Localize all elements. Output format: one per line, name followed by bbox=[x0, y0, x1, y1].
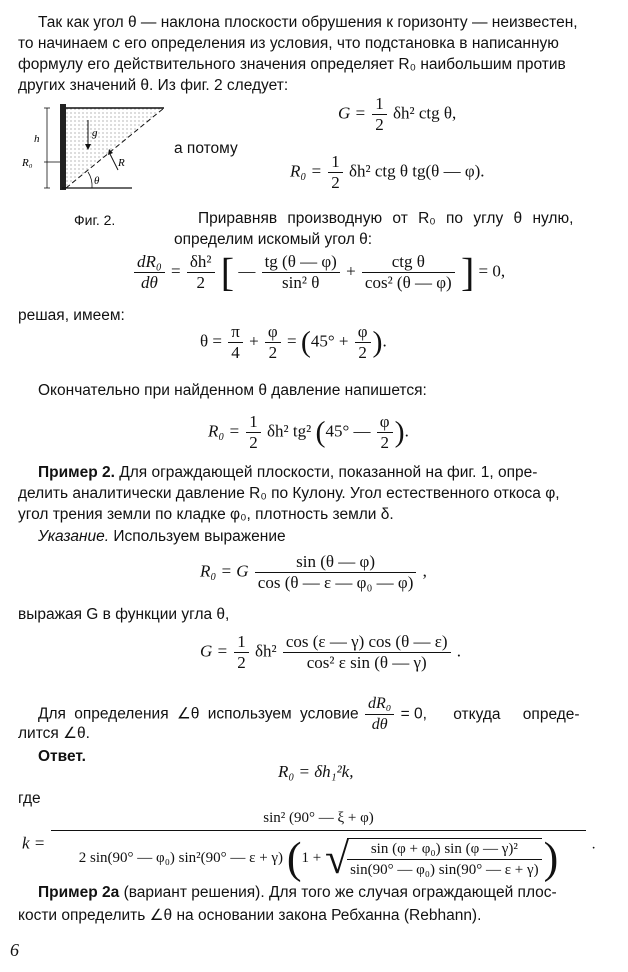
page-number: 6 bbox=[10, 940, 19, 960]
derivative-line-1: Приравняв производную от R₀ по углу θ нулю, bbox=[198, 210, 574, 227]
equation-r0-c: R₀ = G $\frac{\sin (\theta — \varphi)}{\text{cos (θ — ε — φ₀ — φ)}}$ , bbox=[200, 552, 427, 592]
answer-equation: R₀ = δh₁²k, bbox=[278, 762, 354, 781]
answer-label: Ответ. bbox=[38, 748, 86, 765]
equation-r0-b: R₀ = $\frac{1}{2}$ δh² tg² (45° — $\frac{\varphi}{2}$ ). bbox=[208, 412, 409, 452]
equation-g-b: G = $\frac{1}{2}$ δh² $\frac{\cos (\varepsilon — \gamma) \cos (\theta — \varepsilon)}{\text{cos² ε sin (θ — γ)}}$ . bbox=[200, 632, 462, 672]
example2a-title: Пример 2а bbox=[38, 884, 120, 901]
condition-line-2: лится ∠θ. bbox=[18, 725, 90, 742]
figure-caption: Фиг. 2. bbox=[74, 212, 116, 228]
example2-line-3: угол трения земли по кладке φ₀, плотность земли δ. bbox=[18, 506, 394, 523]
solving-text: решая, имеем: bbox=[18, 307, 125, 324]
equation-g bbox=[338, 94, 456, 135]
example2-title: Пример 2. bbox=[38, 464, 115, 481]
example2-line-1: Пример 2. Для ограждающей плоскости, показанной на фиг. 1, опре- bbox=[38, 464, 538, 481]
finally-text: Окончательно при найденном θ давление напишется: bbox=[38, 382, 427, 399]
fig-label-r: R bbox=[118, 157, 125, 169]
derivative-line-2: определим искомый угол θ: bbox=[174, 231, 373, 248]
example2-line-2: делить аналитически давление R₀ по Кулону. Угол естественного откоса φ, bbox=[18, 485, 560, 502]
fig-label-g: g bbox=[92, 127, 98, 139]
intro-line-1: Так как угол θ — наклона плоскости обрушения к горизонту — неизвестен, bbox=[38, 14, 578, 31]
condition-line-1: Для определения ∠θ используем условие $\frac{\text{dR₀}}{d\theta}$ = 0, откуда опреде- bbox=[38, 695, 580, 733]
eq-g-frac: $\frac{1}{2}$ bbox=[372, 94, 387, 135]
fig-label-h: h bbox=[34, 133, 40, 145]
equation-derivative: $\frac{\text{dR₀}}{d\theta}$ = $\frac{\text{δh²}}{2}$ [ — $\frac{tg (\theta — \varphi)}{\text{sin² θ}}$ + $\frac{\text{ctg θ}}{\text{cos² (θ — φ)}}$ ] = 0, bbox=[132, 252, 505, 293]
therefore-text: а потому bbox=[174, 140, 238, 157]
hint-line: Указание. Используем выражение bbox=[38, 528, 286, 545]
expressing-text: выражая G в функции угла θ, bbox=[18, 606, 230, 623]
example2a-line-2: кости определить ∠θ на основании закона Ребханна (Rebhann). bbox=[18, 907, 482, 924]
eq-g-lhs: G = bbox=[338, 103, 366, 123]
fig-label-r0: R₀ bbox=[22, 157, 33, 169]
equation-k: k = sin² (90° — ξ + φ) 2 sin(90° — φ₀) sin²(90° — ε + γ) (1 + √ $\frac{\text{sin (φ + φ₀) sin (φ — γ)²}}{\text{sin(90° — φ₀) sin(90° — ε + γ)}}$ ) . bbox=[22, 806, 596, 884]
intro-line-3: формулу его действительного значения определяет R₀ наибольшим против bbox=[18, 56, 566, 73]
intro-line-2: то начинаем с его определения из условия, что подстановка в написанную bbox=[18, 35, 559, 52]
where-text: где bbox=[18, 790, 41, 807]
equation-r0-a: R₀ = $\frac{1}{2}$ δh² ctg θ tg(θ — φ). bbox=[290, 152, 485, 192]
fig-label-theta: θ bbox=[94, 175, 100, 187]
hint-label: Указание. bbox=[38, 528, 110, 545]
intro-line-4: других значений θ. Из фиг. 2 следует: bbox=[18, 77, 289, 94]
figure-2-diagram bbox=[22, 100, 177, 200]
example2a-line-1: Пример 2а (вариант решения). Для того же случая ограждающей плос- bbox=[38, 884, 557, 901]
equation-theta: θ = $\frac{\pi}{4}$ + $\frac{\varphi}{2}$ = (45° + $\frac{\varphi}{2}$ ). bbox=[200, 322, 387, 362]
eq-g-rhs: δh² ctg θ, bbox=[393, 103, 457, 123]
